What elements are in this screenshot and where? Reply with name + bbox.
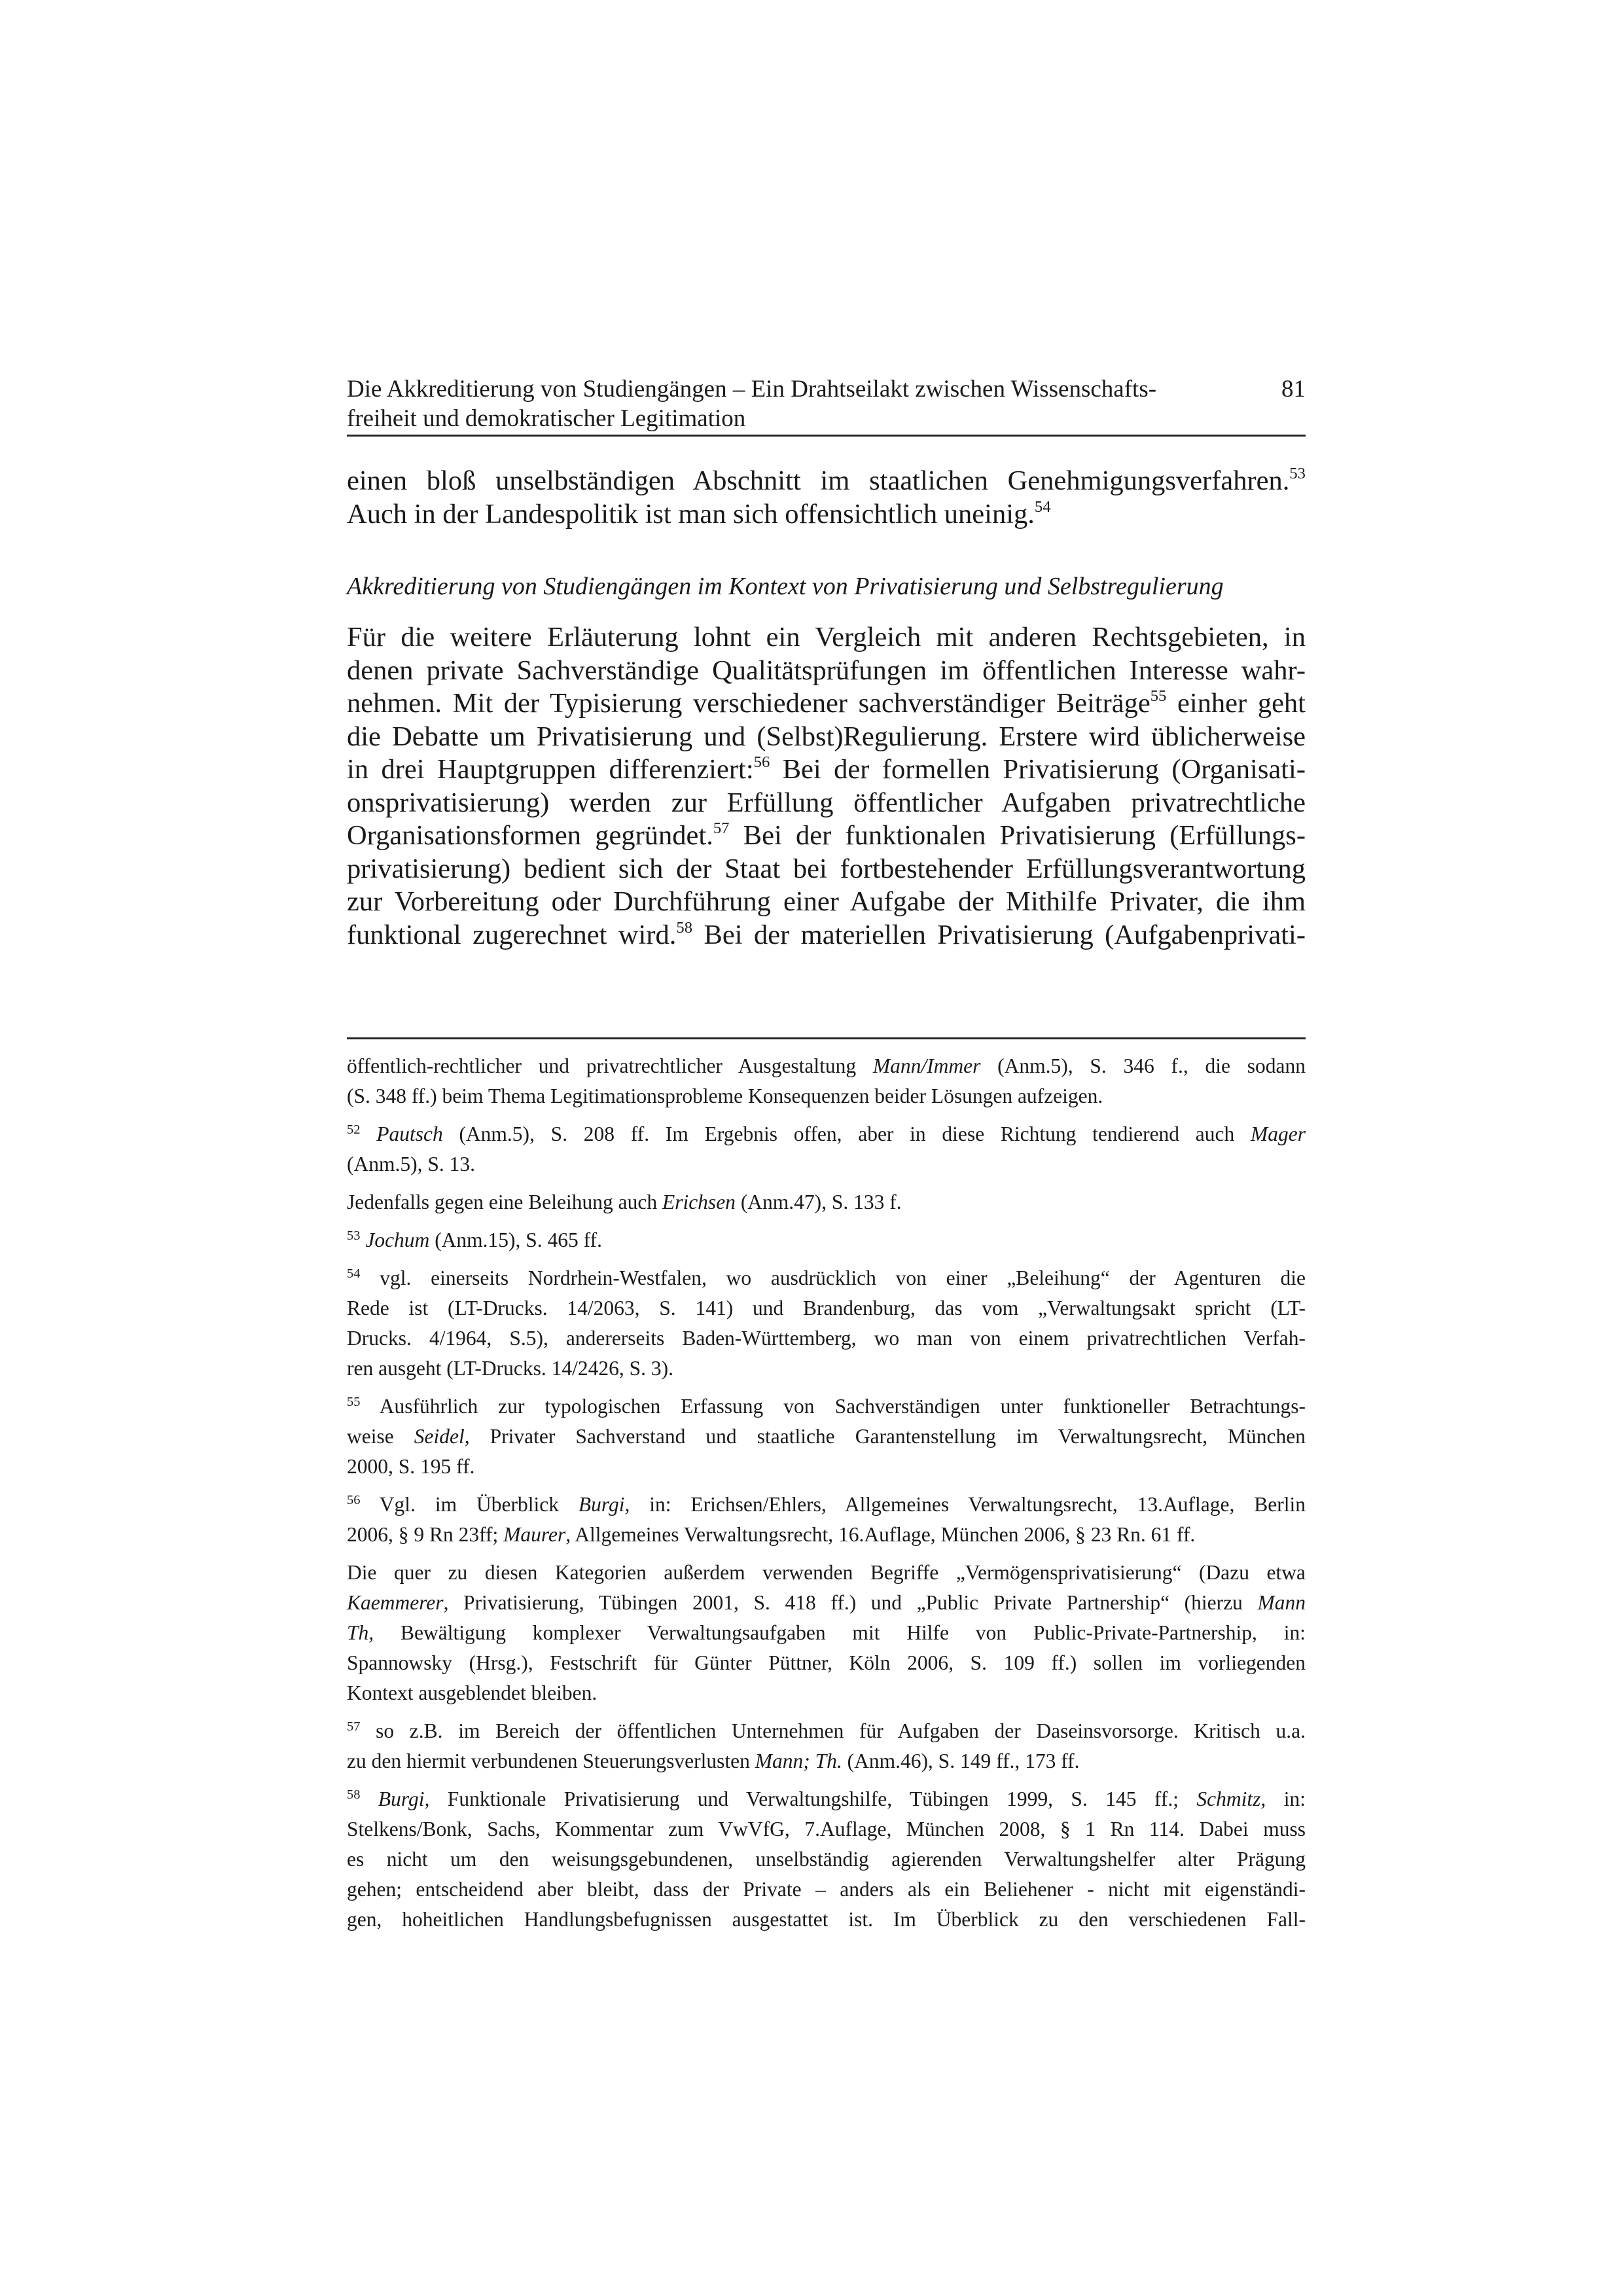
header-title-line-2: freiheit und demokratischer Legitimation (347, 405, 746, 432)
footnote-ref-54: 54 (1034, 497, 1051, 516)
footnote-ref-53: 53 (1289, 464, 1306, 482)
footnote-ref-58: 58 (676, 918, 693, 937)
footnote-line: Kaemmerer, Privatisierung, Tübingen 2001, S. 418 ff.) und „Public Private Partnership“ (hierzu Mann (347, 1591, 1306, 1614)
footnote-rule (347, 1037, 1306, 1039)
text-line: Organisationsformen gegründet.$^{57}$ Bei der funktionalen Privatisierung (Erfüllungs- (347, 819, 1306, 851)
text-line: in drei Hauptgruppen differenziert:$^{56}$ Bei der formellen Privatisierung (Organisati- (347, 753, 1306, 785)
footnote-line: Die quer zu diesen Kategorien außerdem verwenden Begriffe „Vermögensprivatisierung“ (Dazu etwa (347, 1561, 1306, 1584)
footnote-line: $^{52}$ Pautsch (Anm.5), S. 208 ff. Im Ergebnis offen, aber in diese Richtung tendierend auch Mager (347, 1122, 1306, 1145)
footnote-54 (347, 1263, 1306, 1384)
footnote-line: gehen; entscheidend aber bleibt, dass der Private – anders als ein Beliehener - nicht mit eigenständi- (347, 1878, 1306, 1901)
text-line: Auch in der Landespolitik ist man sich offensichtlich uneinig.$^{54}$ (347, 497, 1051, 529)
footnote-line: Kontext ausgeblendet bleiben. (347, 1681, 597, 1704)
footnote-line: Th, Bewältigung komplexer Verwaltungsaufgaben mit Hilfe von Public-Private-Partnership, in: (347, 1621, 1306, 1644)
footnote-line: $^{53}$ Jochum (Anm.15), S. 465 ff. (347, 1228, 602, 1251)
footnote-line: $^{57}$ so z.B. im Bereich der öffentlichen Unternehmen für Aufgaben der Daseinsvorsorge. Kritisch u.a. (347, 1719, 1306, 1742)
text-line: zur Vorbereitung oder Durchführung einer Aufgabe der Mithilfe Privater, die ihm (347, 886, 1306, 917)
text-line: die Debatte um Privatisierung und (Selbst)Regulierung. Erstere wird üblicherweise (347, 721, 1306, 752)
footnote-line: zu den hiermit verbundenen Steuerungsverlusten Mann; Th. (Anm.46), S. 149 ff., 173 ff. (347, 1749, 1080, 1772)
footnote-57 (347, 1716, 1306, 1776)
footnote-line: $^{56}$ Vgl. im Überblick Burgi, in: Erichsen/Ehlers, Allgemeines Verwaltungsrecht, 13.Auflage, Berlin (347, 1492, 1306, 1516)
footnote-56-continued (347, 1558, 1306, 1708)
footnote-52 (347, 1119, 1306, 1179)
footnote-line: 2006, § 9 Rn 23ff; Maurer, Allgemeines Verwaltungsrecht, 16.Auflage, München 2006, § 23 Rn. 61 ff. (347, 1523, 1196, 1546)
footnotes (347, 1051, 1306, 1943)
text-line: denen private Sachverständige Qualitätsprüfungen im öffentlichen Interesse wahr- (347, 655, 1306, 686)
footnote-line: Drucks. 4/1964, S.5), andererseits Baden-Württemberg, wo man von einem privatrechtlichen Verfah- (347, 1327, 1306, 1350)
footnote-line: ren ausgeht (LT-Drucks. 14/2426, S. 3). (347, 1357, 673, 1380)
intro-paragraph (347, 465, 1306, 531)
footnote-line: Stelkens/Bonk, Sachs, Kommentar zum VwVfG, 7.Auflage, München 2008, § 1 Rn 114. Dabei muss (347, 1818, 1306, 1840)
footnote-line: (Anm.5), S. 13. (347, 1153, 475, 1175)
footnote-line: 2000, S. 195 ff. (347, 1455, 475, 1478)
footnote-ref-56: 56 (753, 753, 770, 771)
main-text (347, 465, 1306, 952)
page-number: 81 (1281, 376, 1306, 403)
footnote-line: es nicht um den weisungsgebundenen, unselbständig agierenden Verwaltungshelfer alter Prägung (347, 1848, 1306, 1871)
header-title-line-1: Die Akkreditierung von Studiengängen – Ein Drahtseilakt zwischen Wissenschafts- (347, 376, 1157, 403)
footnote-line: $^{58}$ Burgi, Funktionale Privatisierung und Verwaltungshilfe, Tübingen 1999, S. 145 ff.; Schmitz, in: (347, 1787, 1306, 1810)
running-header-title (347, 374, 1217, 433)
footnote-line: Spannowsky (Hrsg.), Festschrift für Günter Püttner, Köln 2006, S. 109 ff.) sollen im vorliegenden (347, 1651, 1306, 1674)
footnote-line: weise Seidel, Privater Sachverstand und staatliche Garantenstellung im Verwaltungsrecht, München (347, 1425, 1306, 1448)
footnote-line: öffentlich-rechtlicher und privatrechtlicher Ausgestaltung Mann/Immer (Anm.5), S. 346 f., die sodann (347, 1054, 1306, 1077)
footnote-55 (347, 1391, 1306, 1482)
footnote-53 (347, 1225, 1306, 1255)
text-line: Für die weitere Erläuterung lohnt ein Vergleich mit anderen Rechtsgebieten, in (347, 622, 1306, 653)
header-rule (347, 435, 1306, 437)
section-heading: Akkreditierung von Studiengängen im Kontext von Privatisierung und Selbstregulierung (347, 573, 1224, 600)
footnote-line: gen, hoheitlichen Handlungsbefugnissen ausgestattet ist. Im Überblick zu den verschiedenen Fall- (347, 1908, 1306, 1931)
footnote-line: Rede ist (LT-Drucks. 14/2063, S. 141) und Brandenburg, das vom „Verwaltungsakt spricht (LT- (347, 1297, 1306, 1319)
text-line: nehmen. Mit der Typisierung verschiedener sachverständiger Beiträge$^{55}$ einher geht (347, 687, 1306, 719)
footnote-58 (347, 1784, 1306, 1935)
footnote-ref-55: 55 (1150, 687, 1167, 705)
footnote-ref-57: 57 (713, 819, 730, 837)
footnote-line: $^{55}$ Ausführlich zur typologischen Erfassung von Sachverständigen unter funktioneller Betrachtungs- (347, 1394, 1306, 1418)
footnote-56 (347, 1490, 1306, 1550)
body-paragraph (347, 621, 1306, 952)
running-header (347, 374, 1306, 435)
text-line: onsprivatisierung) werden zur Erfüllung öffentlicher Aufgaben privatrechtliche (347, 787, 1306, 818)
footnote-line: Jedenfalls gegen eine Beleihung auch Erichsen (Anm.47), S. 133 f. (347, 1191, 902, 1213)
text-line: funktional zugerechnet wird.$^{58}$ Bei der materiellen Privatisierung (Aufgabenprivati- (347, 918, 1306, 950)
text-line: privatisierung) bedient sich der Staat bei fortbestehender Erfüllungsverantwortung (347, 853, 1306, 884)
footnote-line: $^{54}$ vgl. einerseits Nordrhein-Westfalen, wo ausdrücklich von einer „Beleihung“ der Agenturen die (347, 1266, 1306, 1289)
footnote-52-continued (347, 1187, 1306, 1217)
footnote-line: (S. 348 ff.) beim Thema Legitimationsprobleme Konsequenzen beider Lösungen aufzeigen. (347, 1085, 1103, 1107)
footnote-continuation (347, 1051, 1306, 1111)
text-line: einen bloß unselbständigen Abschnitt im staatlichen Genehmigungsverfahren.$^{53}$ (347, 464, 1306, 496)
